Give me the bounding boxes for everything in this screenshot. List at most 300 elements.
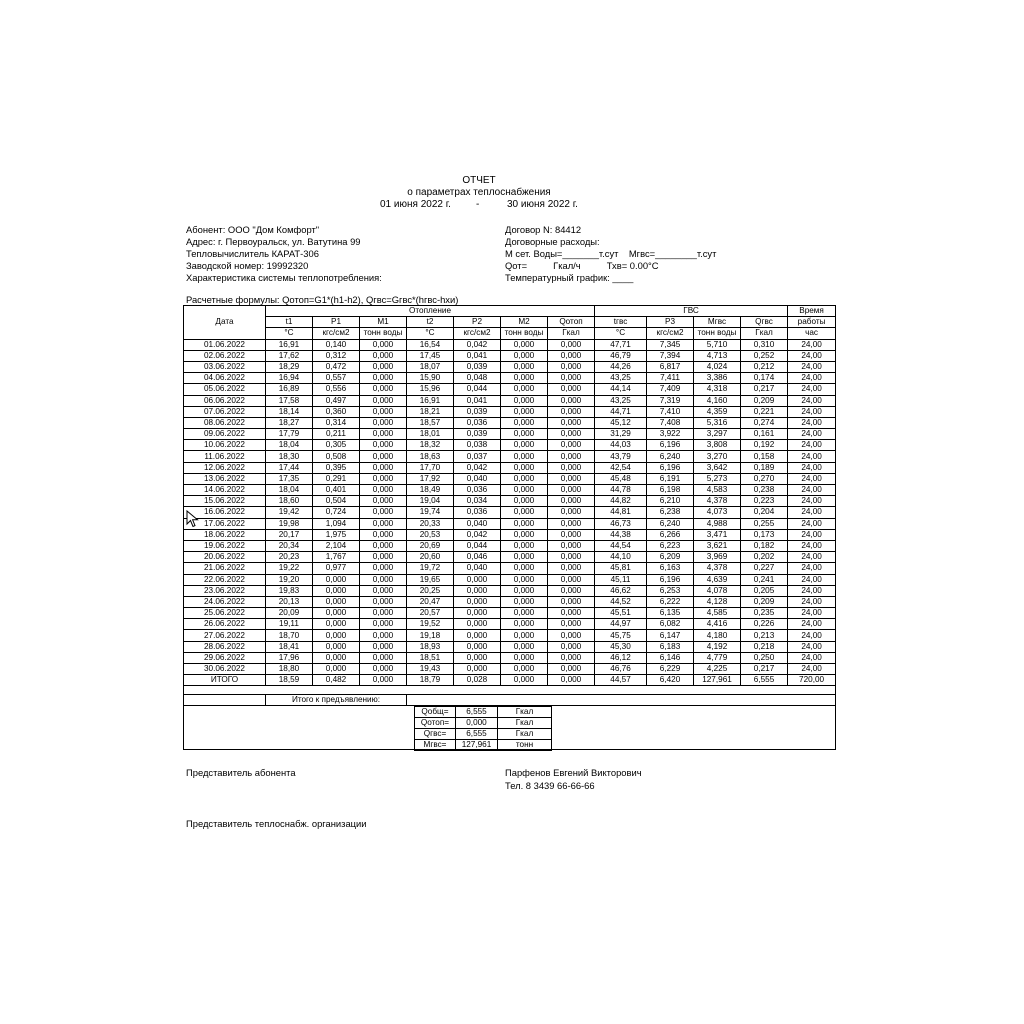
table-cell: 0,977 [313,563,360,574]
table-cell: 17,58 [266,395,313,406]
table-cell: 6,222 [647,596,694,607]
table-cell: 24,00 [788,473,836,484]
person-phone: Тел. 8 3439 66-66-66 [505,780,595,791]
table-cell: 16,89 [266,384,313,395]
table-cell: 24,00 [788,630,836,641]
table-cell: 4,779 [694,652,741,663]
table-cell: 0,000 [360,507,407,518]
column-header: tгвс [595,317,647,328]
report-table [183,305,836,750]
table-cell: 5,273 [694,473,741,484]
table-cell: 20,60 [407,552,454,563]
table-cell: 30.06.2022 [184,664,266,675]
table-cell: 4,378 [694,563,741,574]
table-cell: 0,000 [501,406,548,417]
table-cell: 4,180 [694,630,741,641]
table-row [184,440,836,451]
info-serial: Заводской номер: 19992320 [186,260,309,271]
table-cell: 19,04 [407,496,454,507]
table-cell: 0,000 [501,552,548,563]
table-cell: 04.06.2022 [184,373,266,384]
table-cell: 25.06.2022 [184,608,266,619]
table-cell: 44,54 [595,540,647,551]
table-row [184,462,836,473]
table-cell: 20,17 [266,529,313,540]
table-cell: 0,000 [454,619,501,630]
table-cell: 24,00 [788,417,836,428]
table-cell: 6,082 [647,619,694,630]
table-cell: 4,073 [694,507,741,518]
column-unit: кгс/см2 [313,328,360,339]
table-cell: 0,000 [360,462,407,473]
summary-cell: Qобщ= [415,707,456,718]
table-cell: 17,44 [266,462,313,473]
table-cell: 6,198 [647,485,694,496]
table-cell: 0,314 [313,417,360,428]
table-cell: 0,000 [360,496,407,507]
table-cell: 0,497 [313,395,360,406]
table-cell: 0,000 [548,596,595,607]
column-header: M1 [360,317,407,328]
column-header: Мгвс [694,317,741,328]
table-row [184,473,836,484]
table-cell: 6,196 [647,440,694,451]
column-unit: Гкал [548,328,595,339]
table-cell: 0,000 [360,608,407,619]
table-cell: 20,09 [266,608,313,619]
table-row [184,664,836,675]
table-cell: 0,000 [501,563,548,574]
table-cell: 4,378 [694,496,741,507]
table-cell: 0,000 [454,652,501,663]
table-row [184,619,836,630]
table-cell: 44,78 [595,485,647,496]
table-cell: 17,96 [266,652,313,663]
table-cell: 07.06.2022 [184,406,266,417]
table-cell: 18,80 [266,664,313,675]
table-cell: 0,000 [548,540,595,551]
table-cell: 28.06.2022 [184,641,266,652]
table-cell: 0,000 [313,596,360,607]
table-cell: 18,60 [266,496,313,507]
table-cell: 47,71 [595,339,647,350]
table-cell: 6,147 [647,630,694,641]
table-cell: 0,000 [360,596,407,607]
table-cell: 0,000 [501,440,548,451]
table-row [184,373,836,384]
total-cell: 18,79 [407,675,454,686]
table-cell: 46,76 [595,664,647,675]
table-cell: 0,000 [548,574,595,585]
table-cell: 3,621 [694,540,741,551]
table-cell: 0,227 [741,563,788,574]
table-cell: 16.06.2022 [184,507,266,518]
table-cell: 42,54 [595,462,647,473]
table-cell: 0,039 [454,406,501,417]
table-cell: 0,189 [741,462,788,473]
table-cell: 19,65 [407,574,454,585]
table-cell: 0,174 [741,373,788,384]
total-cell: 44,57 [595,675,647,686]
column-header: P2 [454,317,501,328]
table-cell: 0,039 [454,361,501,372]
table-cell: 0,000 [360,395,407,406]
table-cell: 3,471 [694,529,741,540]
table-row [184,596,836,607]
table-cell: 0,000 [360,361,407,372]
table-cell: 0,241 [741,574,788,585]
info-system: Характеристика системы теплопотребления: [186,272,382,283]
table-cell: 0,000 [360,429,407,440]
table-cell: 0,037 [454,451,501,462]
table-cell: 0,504 [313,496,360,507]
table-cell: 46,73 [595,518,647,529]
column-header: Qотоп [548,317,595,328]
table-cell: 7,411 [647,373,694,384]
table-cell: 24,00 [788,395,836,406]
table-cell: 0,305 [313,440,360,451]
total-cell: ИТОГО [184,675,266,686]
table-cell: 06.06.2022 [184,395,266,406]
info-heat-load: Qот= Гкал/ч Тхв= 0.00°С [505,260,659,271]
column-unit: кгс/см2 [647,328,694,339]
table-cell: 0,000 [548,339,595,350]
table-cell: 0,000 [548,585,595,596]
table-cell: 0,000 [360,373,407,384]
date-header: Дата [184,306,266,340]
table-cell: 0,046 [454,552,501,563]
table-cell: 6,135 [647,608,694,619]
table-cell: 18,51 [407,652,454,663]
table-cell: 13.06.2022 [184,473,266,484]
table-cell: 0,000 [360,552,407,563]
table-cell: 19,42 [266,507,313,518]
table-cell: 6,253 [647,585,694,596]
table-cell: 0,209 [741,395,788,406]
table-cell: 0,000 [548,630,595,641]
table-row [184,350,836,361]
table-row [184,451,836,462]
table-cell: 19,98 [266,518,313,529]
table-cell: 20,47 [407,596,454,607]
table-cell: 3,297 [694,429,741,440]
table-cell: 24,00 [788,552,836,563]
table-cell: 0,000 [360,406,407,417]
column-header: P1 [313,317,360,328]
table-cell: 0,041 [454,350,501,361]
table-cell: 0,041 [454,395,501,406]
total-cell: 18,59 [266,675,313,686]
heating-group-header: Отопление [266,306,595,317]
table-cell: 16,91 [407,395,454,406]
table-cell: 0,173 [741,529,788,540]
table-cell: 24,00 [788,608,836,619]
table-cell: 18,32 [407,440,454,451]
table-cell: 09.06.2022 [184,429,266,440]
table-cell: 0,039 [454,429,501,440]
table-cell: 0,000 [360,540,407,551]
table-cell: 19,74 [407,507,454,518]
table-cell: 17,70 [407,462,454,473]
table-cell: 17,35 [266,473,313,484]
table-cell: 1,975 [313,529,360,540]
table-cell: 0,182 [741,540,788,551]
table-cell: 0,000 [360,473,407,484]
table-cell: 19,22 [266,563,313,574]
table-cell: 0,000 [360,652,407,663]
table-cell: 17,62 [266,350,313,361]
table-cell: 6,183 [647,641,694,652]
table-cell: 20,34 [266,540,313,551]
table-cell: 0,000 [501,652,548,663]
table-cell: 6,191 [647,473,694,484]
table-cell: 24,00 [788,485,836,496]
table-row [184,563,836,574]
total-cell: 6,420 [647,675,694,686]
summary-row [415,729,552,740]
table-row [184,485,836,496]
table-cell: 0,044 [454,384,501,395]
period-end: 30 июня 2022 г. [507,199,578,210]
table-row [184,529,836,540]
table-cell: 0,000 [548,507,595,518]
table-cell: 24,00 [788,641,836,652]
table-cell: 18,93 [407,641,454,652]
table-cell: 0,036 [454,417,501,428]
column-unit: час [788,328,836,339]
table-cell: 19,11 [266,619,313,630]
table-cell: 0,217 [741,664,788,675]
report-title: ОТЧЕТ [462,175,496,186]
table-cell: 17,45 [407,350,454,361]
table-cell: 4,318 [694,384,741,395]
table-cell: 20,23 [266,552,313,563]
table-cell: 3,642 [694,462,741,473]
table-cell: 0,158 [741,451,788,462]
table-cell: 4,160 [694,395,741,406]
table-cell: 0,000 [313,585,360,596]
table-cell: 16,94 [266,373,313,384]
table-cell: 11.06.2022 [184,451,266,462]
table-cell: 0,000 [501,496,548,507]
table-cell: 19,83 [266,585,313,596]
table-cell: 16,91 [266,339,313,350]
table-cell: 5,316 [694,417,741,428]
table-cell: 0,000 [313,652,360,663]
table-cell: 44,97 [595,619,647,630]
table-cell: 0,000 [548,563,595,574]
table-cell: 0,042 [454,529,501,540]
table-cell: 0,000 [313,619,360,630]
table-cell: 01.06.2022 [184,339,266,350]
table-cell: 0,036 [454,507,501,518]
table-cell: 19,20 [266,574,313,585]
table-cell: 7,410 [647,406,694,417]
table-cell: 0,048 [454,373,501,384]
table-cell: 0,040 [454,518,501,529]
table-cell: 45,48 [595,473,647,484]
table-cell: 24,00 [788,373,836,384]
table-cell: 45,51 [595,608,647,619]
table-cell: 0,000 [548,350,595,361]
table-cell: 0,360 [313,406,360,417]
table-cell: 0,000 [313,574,360,585]
table-cell: 0,000 [501,417,548,428]
table-cell: 16,54 [407,339,454,350]
table-cell: 2,104 [313,540,360,551]
table-cell: 4,713 [694,350,741,361]
table-cell: 18,29 [266,361,313,372]
table-cell: 27.06.2022 [184,630,266,641]
summary-cell: 6,555 [456,707,498,718]
table-cell: 0,202 [741,552,788,563]
table-cell: 18,63 [407,451,454,462]
table-cell: 0,000 [548,406,595,417]
column-unit: °С [266,328,313,339]
summary-cell: Qгвс= [415,729,456,740]
info-abonent: Абонент: ООО "Дом Комфорт" [186,224,320,235]
table-cell: 0,000 [548,641,595,652]
table-cell: 24,00 [788,563,836,574]
table-cell: 6,223 [647,540,694,551]
table-cell: 0,000 [501,540,548,551]
column-header: M2 [501,317,548,328]
presentation-row [184,695,836,706]
spacer-cell [184,686,836,695]
table-cell: 18,57 [407,417,454,428]
table-cell: 0,038 [454,440,501,451]
table-cell: 0,000 [501,630,548,641]
table-cell: 4,988 [694,518,741,529]
rep-org-label: Представитель теплоснабж. организации [186,818,367,829]
table-cell: 24,00 [788,652,836,663]
info-calculator: Тепловычислитель КАРАТ-306 [186,248,319,259]
info-address: Адрес: г. Первоуральск, ул. Ватутина 99 [186,236,361,247]
table-cell: 0,000 [501,507,548,518]
table-cell: 0,000 [501,462,548,473]
table-cell: 43,25 [595,395,647,406]
table-cell: 15.06.2022 [184,496,266,507]
table-cell: 44,38 [595,529,647,540]
summary-cell: 127,961 [456,740,498,751]
table-cell: 15,96 [407,384,454,395]
table-cell: 0,000 [548,462,595,473]
summary-cell: Мгвс= [415,740,456,751]
table-row [184,406,836,417]
table-cell: 0,000 [313,630,360,641]
table-cell: 20,25 [407,585,454,596]
column-header: работы [788,317,836,328]
table-cell: 4,416 [694,619,741,630]
table-cell: 18,70 [266,630,313,641]
table-cell: 18,41 [266,641,313,652]
table-cell: 4,639 [694,574,741,585]
table-cell: 0,000 [313,664,360,675]
table-cell: 3,808 [694,440,741,451]
total-cell: 0,028 [454,675,501,686]
table-cell: 7,319 [647,395,694,406]
table-cell: 45,81 [595,563,647,574]
table-cell: 0,395 [313,462,360,473]
table-cell: 29.06.2022 [184,652,266,663]
table-cell: 4,583 [694,485,741,496]
total-cell: 0,000 [360,675,407,686]
table-cell: 24,00 [788,384,836,395]
table-cell: 0,000 [501,608,548,619]
summary-row [415,707,552,718]
table-cell: 0,255 [741,518,788,529]
presentation-label: Итого к предъявлению: [266,695,407,706]
table-cell: 0,140 [313,339,360,350]
table-cell: 4,192 [694,641,741,652]
table-cell: 18,01 [407,429,454,440]
table-cell: 0,252 [741,350,788,361]
table-cell: 0,000 [501,596,548,607]
table-cell: 08.06.2022 [184,417,266,428]
table-cell: 44,14 [595,384,647,395]
period-dash: - [476,199,480,210]
summary-cell: 6,555 [456,729,498,740]
table-cell: 0,000 [360,574,407,585]
report-subtitle: о параметрах теплоснабжения [407,187,551,198]
table-cell: 6,240 [647,518,694,529]
summary-cell: тонн [498,740,552,751]
table-cell: 0,000 [360,451,407,462]
table-cell: 24,00 [788,462,836,473]
table-cell: 0,000 [501,451,548,462]
table-cell: 24,00 [788,406,836,417]
table-cell: 20,33 [407,518,454,529]
table-row [184,395,836,406]
table-cell: 46,62 [595,585,647,596]
table-cell: 6,210 [647,496,694,507]
table-cell: 26.06.2022 [184,619,266,630]
table-cell: 7,345 [647,339,694,350]
table-cell: 0,000 [313,608,360,619]
total-cell: 127,961 [694,675,741,686]
table-cell: 0,000 [360,518,407,529]
table-cell: 0,000 [454,596,501,607]
table-row [184,630,836,641]
table-cell: 0,000 [454,574,501,585]
table-cell: 24,00 [788,518,836,529]
table-cell: 3,922 [647,429,694,440]
column-unit: °С [595,328,647,339]
person-name: Парфенов Евгений Викторович [505,767,642,778]
table-cell: 0,000 [548,552,595,563]
table-cell: 0,000 [454,630,501,641]
table-cell: 18,30 [266,451,313,462]
table-cell: 03.06.2022 [184,361,266,372]
formula-line: Расчетные формулы: Qотоп=G1*(h1-h2), Qгвс=Gгвс*(hгвс-hхи) [186,294,459,305]
table-cell: 0,000 [548,417,595,428]
table-cell: 44,52 [595,596,647,607]
table-cell: 24,00 [788,574,836,585]
table-cell: 0,000 [548,664,595,675]
summary-cell: Гкал [498,718,552,729]
table-cell: 0,401 [313,485,360,496]
table-cell: 0,000 [313,641,360,652]
table-cell: 0,000 [360,563,407,574]
table-cell: 0,000 [548,361,595,372]
table-cell: 6,146 [647,652,694,663]
table-cell: 0,205 [741,585,788,596]
table-cell: 0,218 [741,641,788,652]
info-contract-flows: Договорные расходы: [505,236,600,247]
table-cell: 0,000 [501,529,548,540]
table-cell: 24,00 [788,339,836,350]
table-cell: 0,000 [360,350,407,361]
